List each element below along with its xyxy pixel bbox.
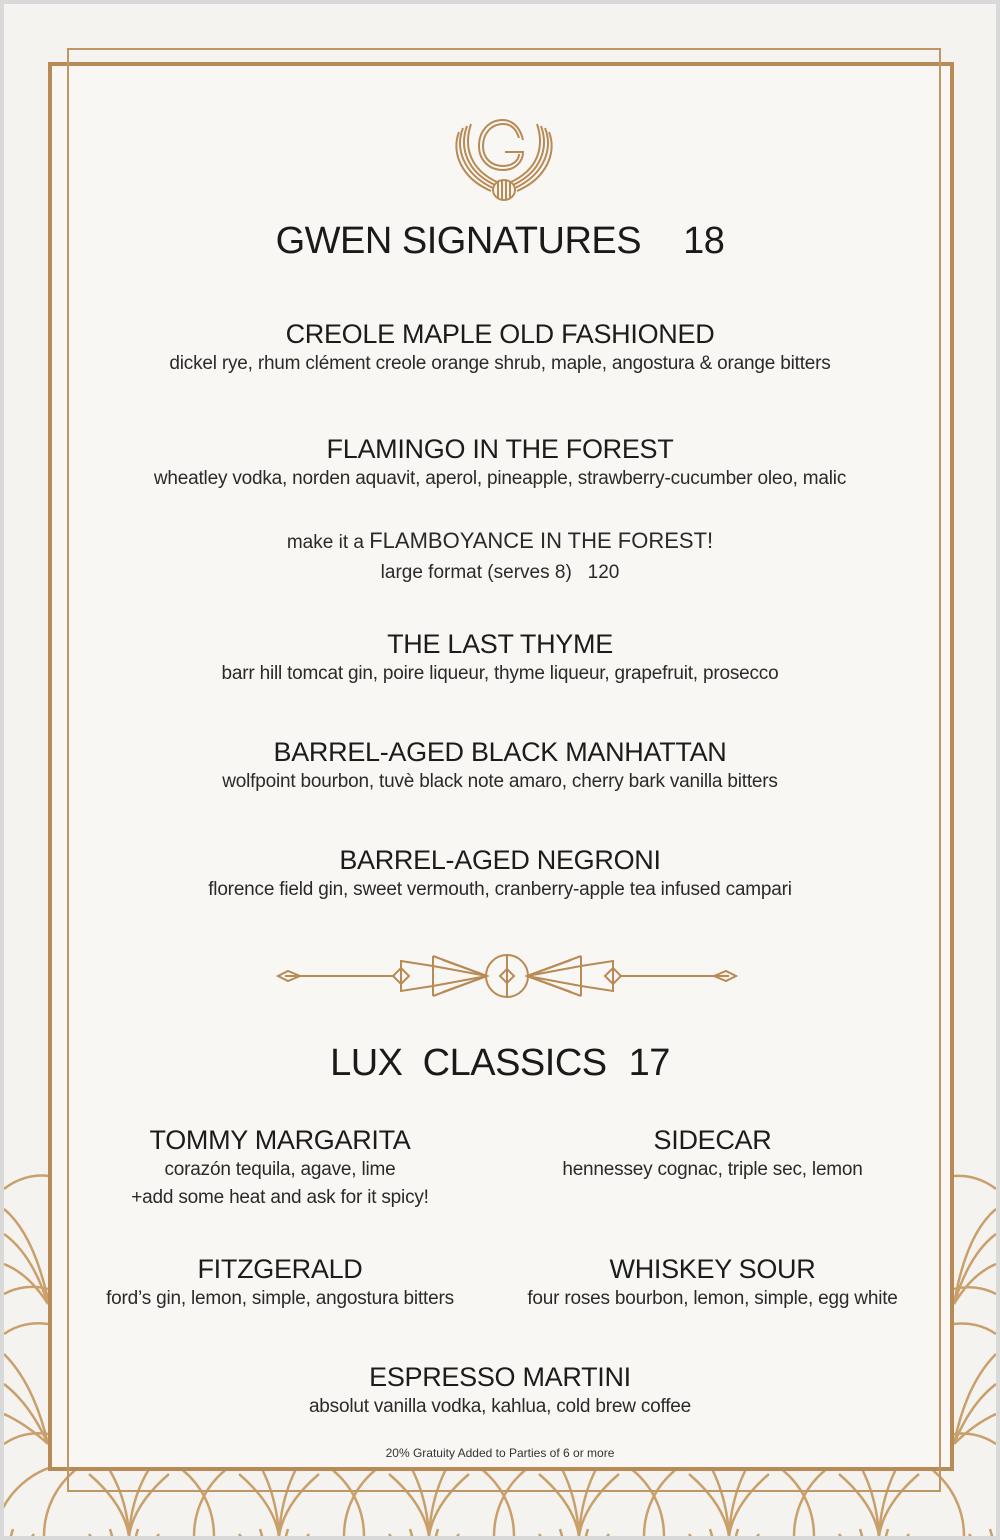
upsell-name: FLAMBOYANCE IN THE FOREST! (369, 528, 714, 553)
menu-item (35, 1253, 525, 1313)
menu-item (35, 1124, 525, 1212)
item-description: absolut vanilla vodka, kahlua, cold brew coffee (308, 1396, 692, 1417)
section-title-text: LUX CLASSICS (330, 1042, 607, 1084)
item-name: TOMMY MARGARITA (149, 1125, 411, 1155)
gwen-logo-icon (445, 108, 563, 208)
section-title-signatures (0, 220, 1000, 263)
item-name: CREOLE MAPLE OLD FASHIONED (285, 319, 715, 349)
item-description: dickel rye, rhum clément creole orange shrub, maple, angostura & orange bitters (169, 353, 831, 374)
item-description: florence field gin, sweet vermouth, cranberry-apple tea infused campari (208, 879, 792, 900)
menu-item (0, 736, 1000, 796)
gratuity-note: 20% Gratuity Added to Parties of 6 or more (385, 1446, 615, 1460)
section-price: 17 (628, 1042, 670, 1084)
item-name: SIDECAR (653, 1125, 772, 1155)
menu-item (0, 844, 1000, 904)
section-title-text: GWEN SIGNATURES (275, 220, 642, 262)
item-description: wolfpoint bourbon, tuvè black note amaro, cherry bark vanilla bitters (222, 771, 778, 792)
item-name: WHISKEY SOUR (609, 1254, 816, 1284)
item-name: FITZGERALD (197, 1254, 363, 1284)
menu-item (0, 433, 1000, 493)
item-description: corazón tequila, agave, lime (164, 1159, 396, 1180)
art-deco-divider-icon (275, 948, 739, 1004)
menu-item (465, 1124, 960, 1184)
item-description: wheatley vodka, norden aquavit, aperol, pineapple, strawberry-cucumber oleo, malic (153, 468, 847, 489)
item-description: four roses bourbon, lemon, simple, egg white (527, 1288, 898, 1309)
item-description: ford’s gin, lemon, simple, angostura bitters (106, 1288, 454, 1309)
item-name: THE LAST THYME (387, 629, 613, 659)
upsell-detail: large format (serves 8) (380, 562, 572, 583)
upsell-prefix: make it a (286, 532, 370, 553)
upsell-note (0, 526, 1000, 588)
menu-item (0, 1361, 1000, 1421)
section-price: 18 (683, 220, 725, 262)
upsell-price: 120 (587, 562, 620, 583)
item-name: ESPRESSO MARTINI (369, 1362, 631, 1392)
item-name: BARREL-AGED NEGRONI (339, 845, 661, 875)
menu-item (465, 1253, 960, 1313)
menu-item (0, 318, 1000, 378)
item-description: hennessey cognac, triple sec, lemon (562, 1159, 863, 1180)
item-name: BARREL-AGED BLACK MANHATTAN (273, 737, 727, 767)
item-description: barr hill tomcat gin, poire liqueur, thyme liqueur, grapefruit, prosecco (221, 663, 779, 684)
item-extra-note: +add some heat and ask for it spicy! (131, 1187, 429, 1208)
menu-item (0, 628, 1000, 688)
section-title-classics (0, 1042, 1000, 1085)
item-name: FLAMINGO IN THE FOREST (326, 434, 674, 464)
